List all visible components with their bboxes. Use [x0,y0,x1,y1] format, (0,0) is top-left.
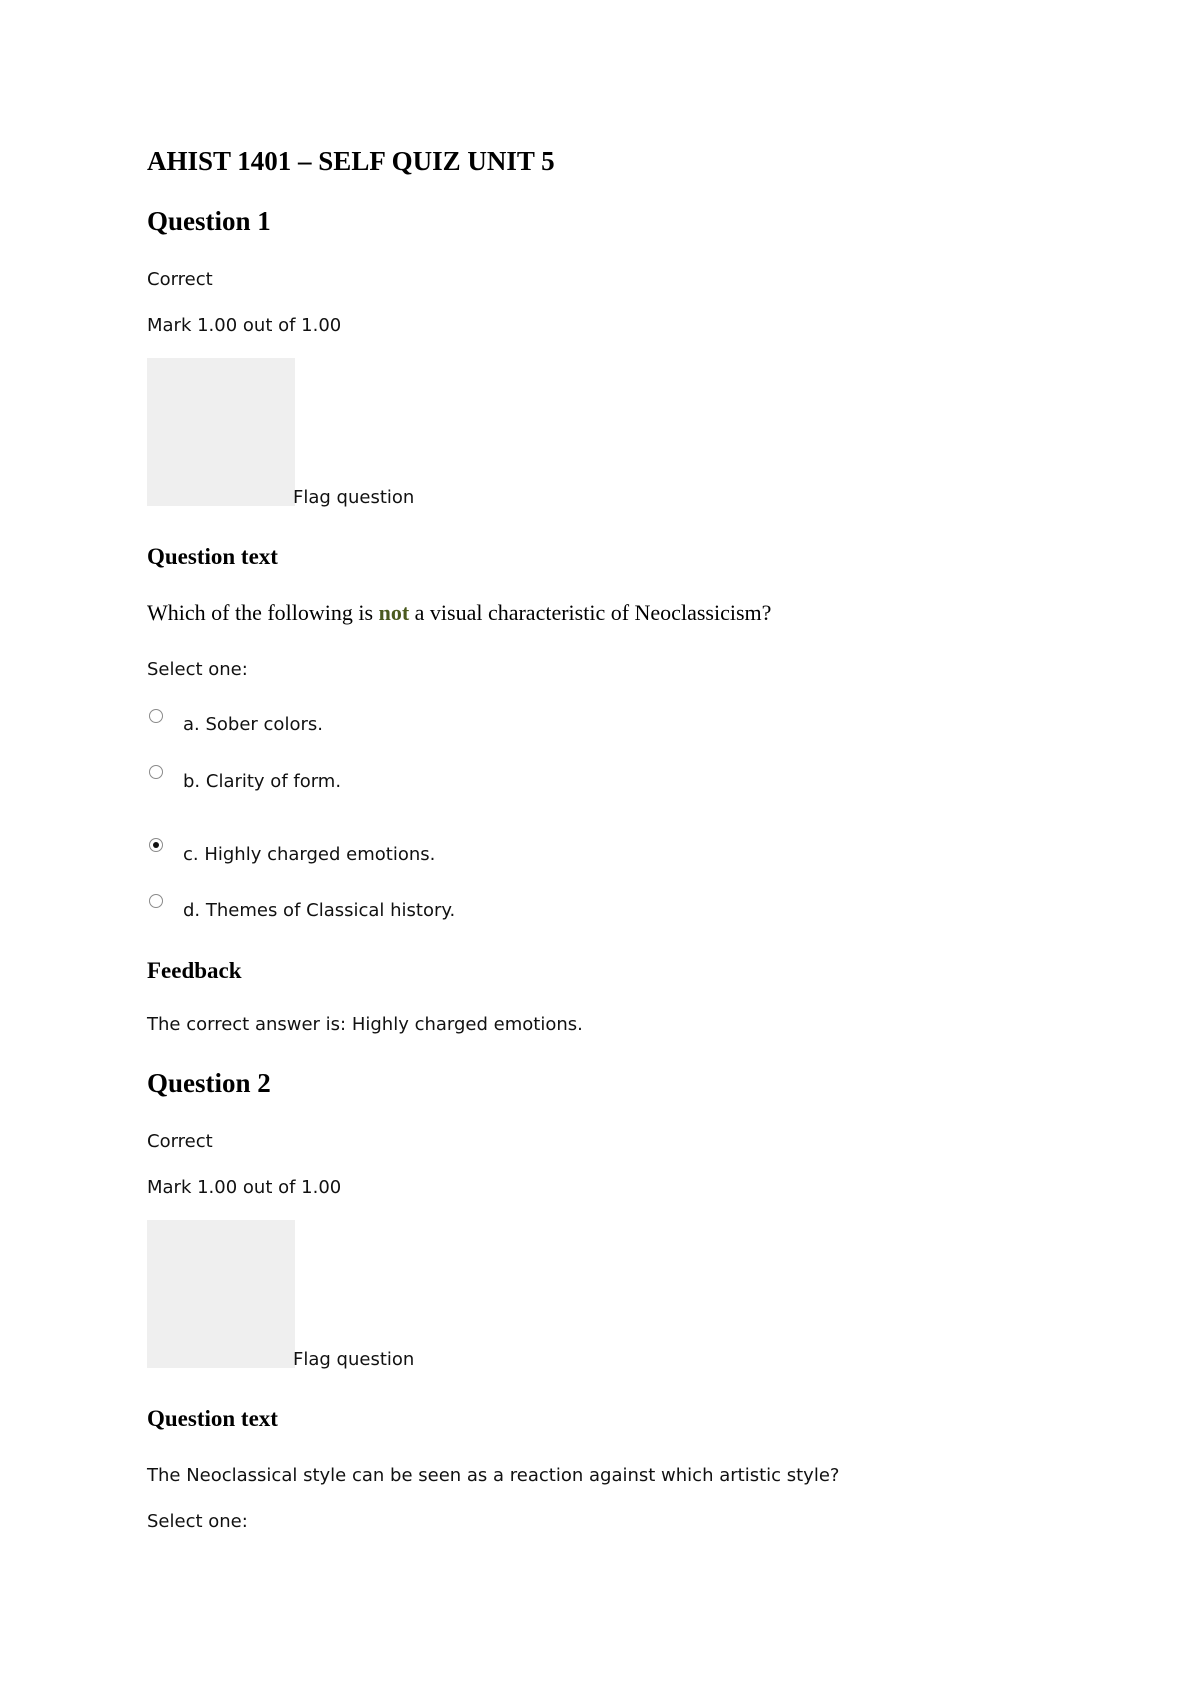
option-b-radio[interactable] [149,765,163,779]
option-d-radio[interactable] [149,894,163,908]
flag-icon[interactable] [147,358,295,506]
question-1-flag-label[interactable]: Flag question [293,487,415,508]
question-1-text-emphasis: not [378,600,410,625]
flag-icon[interactable] [147,1220,295,1368]
option-b-label[interactable]: b. Clarity of form. [183,771,342,792]
question-2-text: The Neoclassical style can be seen as a reaction against which artistic style? [147,1465,840,1486]
question-2-heading: Question 2 [147,1068,271,1098]
option-c-label[interactable]: c. Highly charged emotions. [183,844,436,865]
option-d-label[interactable]: d. Themes of Classical history. [183,900,456,921]
option-c-radio[interactable] [149,838,163,852]
question-1-feedback-heading: Feedback [147,958,242,983]
option-a-label[interactable]: a. Sober colors. [183,714,323,735]
question-1-feedback-text: The correct answer is: Highly charged emotions. [147,1014,583,1035]
question-1-heading: Question 1 [147,206,271,236]
question-1-text-heading: Question text [147,544,278,569]
question-1-text [147,600,771,626]
page-title: AHIST 1401 – SELF QUIZ UNIT 5 [147,146,555,176]
question-2-flag-label[interactable]: Flag question [293,1349,415,1370]
question-2-select-prompt: Select one: [147,1511,248,1532]
question-1-text-after: a visual characteristic of Neoclassicism? [409,600,772,625]
option-a-radio[interactable] [149,709,163,723]
question-1-mark: Mark 1.00 out of 1.00 [147,315,342,336]
question-1-text-before: Which of the following is [147,600,379,625]
question-1-status: Correct [147,269,213,290]
question-2-status: Correct [147,1131,213,1152]
question-2-text-heading: Question text [147,1406,278,1431]
question-1-select-prompt: Select one: [147,659,248,680]
question-2-mark: Mark 1.00 out of 1.00 [147,1177,342,1198]
